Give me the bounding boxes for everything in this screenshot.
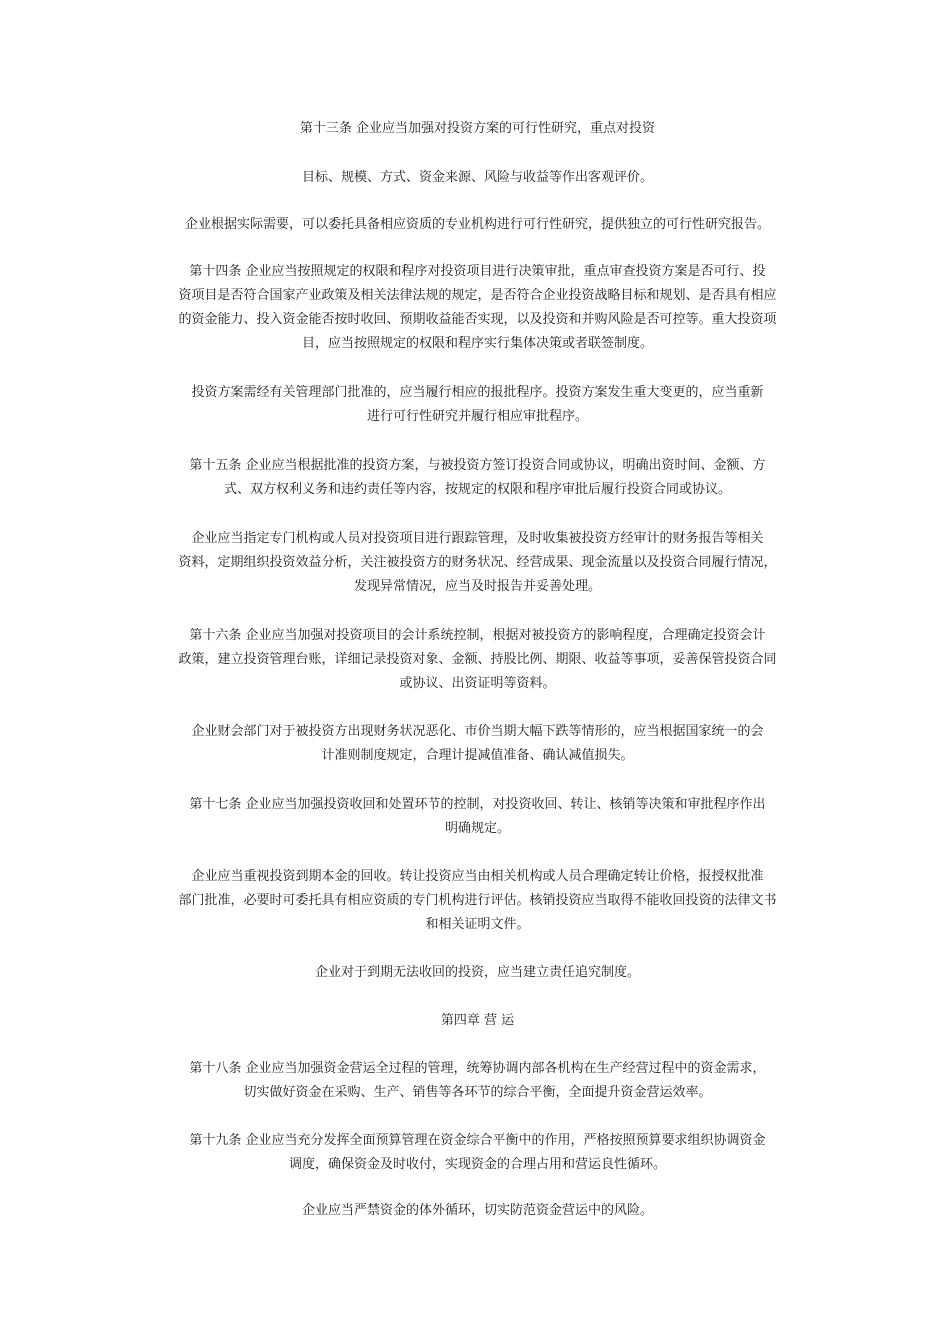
paragraph-article-16 — [140, 624, 815, 696]
paragraph-article-14 — [140, 260, 815, 356]
chapter-heading — [140, 1009, 815, 1033]
text-line: 第十八条 企业应当加强资金营运全过程的管理，统筹协调内部各机构在生产经营过程中的资金需求， — [189, 1061, 766, 1076]
text-line: 目标、规模、方式、资金来源、风险与收益等作出客观评价。 — [301, 170, 653, 185]
text-line: 第十九条 企业应当充分发挥全面预算管理在资金综合平衡中的作用，严格按照预算要求组织协调资金 — [189, 1133, 766, 1148]
text-line: 式、双方权利义务和违约责任等内容，按规定的权限和程序审批后履行投资合同或协议。 — [223, 482, 731, 497]
text-line: 第十七条 企业应当加强投资收回和处置环节的控制，对投资收回、转让、核销等决策和审批程序作出 — [189, 797, 766, 812]
text-line: 调度，确保资金及时收付，实现资金的合理占用和营运良性循环。 — [288, 1157, 666, 1172]
paragraph-feasibility-report — [140, 213, 815, 237]
paragraph-article-18 — [140, 1057, 815, 1105]
text-line: 资料，定期组织投资效益分析，关注被投资方的财务状况、经营成果、现金流量以及投资合同履行情况， — [178, 555, 777, 570]
text-line: 第四章 营 运 — [440, 1013, 515, 1028]
paragraph-accountability — [140, 961, 815, 985]
text-line: 企业对于到期无法收回的投资，应当建立责任追究制度。 — [314, 965, 640, 980]
text-line: 和相关证明文件。 — [425, 917, 530, 932]
text-line: 资项目是否符合国家产业政策及相关法律法规的规定，是否符合企业投资战略目标和规划、是否具有相应 — [178, 288, 777, 303]
text-line: 计准则制度规定，合理计提减值准备、确认减值损失。 — [321, 748, 634, 763]
text-line: 目，应当按照规定的权限和程序实行集体决策或者联签制度。 — [301, 336, 653, 351]
paragraph-tracking-management — [140, 527, 815, 599]
text-line: 的资金能力、投入资金能否按时收回、预期收益能否实现，以及投资和并购风险是否可控等。重大投资项 — [178, 312, 777, 327]
text-line: 发现异常情况，应当及时报告并妥善处理。 — [353, 579, 601, 594]
text-line: 企业应当重视投资到期本金的回收。转让投资应当由相关机构或人员合理确定转让价格，报授权批准 — [191, 869, 764, 884]
paragraph-article-17 — [140, 793, 815, 841]
text-line: 企业财会部门对于被投资方出现财务状况恶化、市价当期大幅下跌等情形的，应当根据国家统一的会 — [191, 724, 764, 739]
text-line: 企业应当指定专门机构或人员对投资项目进行跟踪管理，及时收集被投资方经审计的财务报告等相关 — [191, 531, 764, 546]
text-line: 第十四条 企业应当按照规定的权限和程序对投资项目进行决策审批，重点审查投资方案是否可行、投 — [189, 264, 766, 279]
text-line: 明确规定。 — [444, 821, 510, 836]
text-line: 部门批准，必要时可委托具有相应资质的专门机构进行评估。核销投资应当取得不能收回投资的法律文书 — [178, 893, 777, 908]
text-line: 或协议、出资证明等资料。 — [399, 676, 556, 691]
text-line: 政策，建立投资管理台账，详细记录投资对象、金额、持股比例、期限、收益等事项，妥善保管投资合同 — [178, 652, 777, 667]
text-line: 切实做好资金在采购、生产、销售等各环节的综合平衡，全面提升资金营运效率。 — [243, 1085, 712, 1100]
text-line: 进行可行性研究并履行相应审批程序。 — [366, 409, 588, 424]
paragraph-article-19 — [140, 1129, 815, 1177]
paragraph-article-13-part2 — [140, 166, 815, 190]
text-line: 第十六条 企业应当加强对投资项目的会计系统控制，根据对被投资方的影响程度，合理确定投资会计 — [189, 628, 766, 643]
text-line: 第十五条 企业应当根据批准的投资方案，与被投资方签订投资合同或协议，明确出资时间、金额、方 — [189, 458, 766, 473]
paragraph-impairment — [140, 720, 815, 768]
text-line: 第十三条 企业应当加强对投资方案的可行性研究，重点对投资 — [299, 121, 656, 136]
text-line: 企业根据实际需要，可以委托具备相应资质的专业机构进行可行性研究，提供独立的可行性研究报告。 — [184, 217, 770, 232]
paragraph-risk-prevention — [140, 1199, 815, 1223]
paragraph-approval-procedure — [140, 381, 815, 429]
text-line: 投资方案需经有关管理部门批准的，应当履行相应的报批程序。投资方案发生重大变更的，应当重新 — [191, 385, 764, 400]
paragraph-article-13-part1 — [140, 117, 815, 141]
paragraph-principal-recovery — [140, 865, 815, 937]
paragraph-article-15 — [140, 454, 815, 502]
text-line: 企业应当严禁资金的体外循环，切实防范资金营运中的风险。 — [301, 1203, 653, 1218]
